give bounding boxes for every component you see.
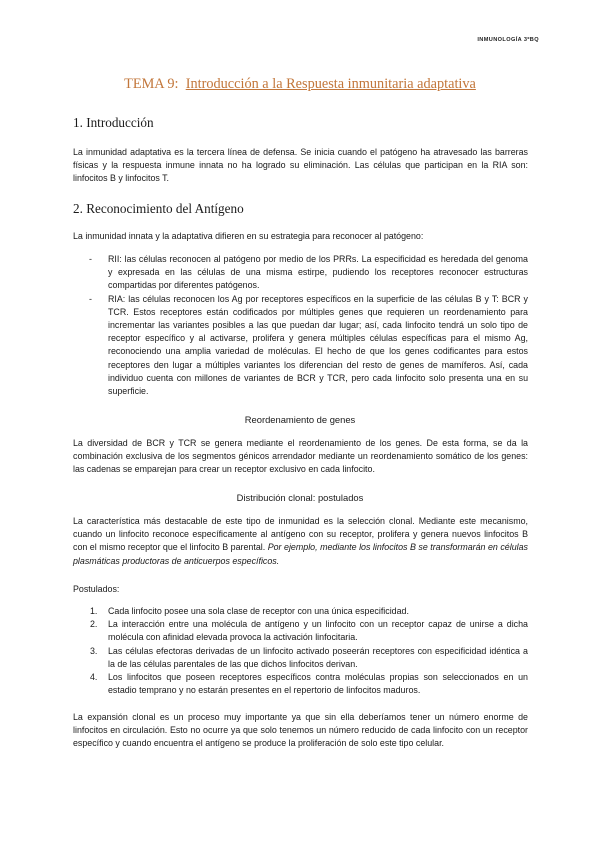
list-item <box>90 605 528 618</box>
list-item <box>89 253 528 293</box>
list-number: 1. <box>90 606 98 616</box>
antigen-bullet-list <box>89 253 528 398</box>
bullet-marker: - <box>89 293 92 304</box>
list-text: La interacción entre una molécula de antígeno y un linfocito con un receptor capaz de unirse a dicha molécula con afinidad elevada provoca la activación linfocitaria. <box>108 619 528 643</box>
list-number: 2. <box>90 619 98 630</box>
title-text: Introducción a la Respuesta inmunitaria adaptativa <box>185 76 476 92</box>
postulados-label: Postulados: <box>73 584 120 594</box>
list-text: Las células efectoras derivadas de un linfocito activado poseerán receptores con especificidad idéntica a la de las células parentales de las que dichos linfocitos derivan. <box>108 645 528 669</box>
list-item <box>90 645 528 671</box>
course-tag: INMUNOLOGÍA 3ºBQ <box>477 37 539 43</box>
section-heading-intro: 1. Introducción <box>73 115 154 130</box>
list-item <box>89 293 528 399</box>
section-heading-antigen: 2. Reconocimiento del Antígeno <box>73 201 244 216</box>
rearrangement-paragraph: La diversidad de BCR y TCR se genera mediante el reordenamiento de los genes. De esta forma, se da la combinación exclusiva de los segmentos génicos arrendador mediante un reordenamiento somático de los genes: las cadenas se emparejan para crear un receptor exclusivo en cada linfocito. <box>73 438 528 475</box>
bullet-text: RII: las células reconocen al patógeno por medio de los PRRs. La especificidad es heredada del genoma y expresada en las células de una misma estirpe, pudiendo los receptores reconocer estructuras compartidas por diferentes patógenos. <box>108 254 528 291</box>
postulados-list <box>90 605 528 697</box>
closing-paragraph: La expansión clonal es un proceso muy importante ya que sin ella deberíamos tener un número enorme de linfocitos en circulación. Esto no ocurre ya que solo tenemos un número reducido de cada linfocito con un receptor específico y cuando encuentra el antígeno se produce la proliferación de solo este tipo celular. <box>73 712 528 749</box>
subheading-rearrangement: Reordenamiento de genes <box>244 414 356 425</box>
bullet-text: RIA: las células reconocen los Ag por receptores específicos en la superficie de las células B y T: BCR y TCR. Estos receptores están codificados por múltiples genes que requieren un reordenamiento para incrementar las variantes posibles a las que puedan dar lugar; así, cada linfocito tendrá un solo tipo de receptor específico y al activarse, prolifera y genera múltiples células específicas para el mismo Ag, reconociendo una amplia variedad de moléculas. El hecho de que los genes codificantes para estos receptores den lugar a múltiples variantes los diferencian del resto de genes de mamíferos. Así, cada individuo cuenta con millones de variantes de BCR y TCR, pero cada linfocito solo presenta una en su superficie. <box>108 293 528 397</box>
page-title <box>0 76 600 93</box>
bullet-marker: - <box>89 254 92 264</box>
antigen-paragraph: La inmunidad innata y la adaptativa difieren en su estrategia para reconocer al patógeno: <box>73 231 424 241</box>
title-prefix: TEMA 9: <box>124 76 179 92</box>
clonal-paragraph <box>73 515 528 568</box>
intro-paragraph: La inmunidad adaptativa es la tercera línea de defensa. Se inicia cuando el patógeno ha atravesado las barreras físicas y la respuesta inmune innata no ha logrado su eliminación. Las células que participan en la RIA son: linfocitos B y linfocitos T. <box>73 147 528 184</box>
list-item <box>90 618 528 644</box>
subheading-clonal: Distribución clonal: postulados <box>236 492 364 503</box>
list-number: 3. <box>90 645 98 656</box>
clonal-paragraph-example: Por ejemplo, mediante los linfocitos B se transformarán en células plasmáticas productoras de anticuerpos específicos. <box>73 542 528 566</box>
list-number: 4. <box>90 672 98 683</box>
list-text: Cada linfocito posee una sola clase de receptor con una única especificidad. <box>108 606 409 616</box>
list-item <box>90 671 528 697</box>
clonal-paragraph-main: La característica más destacable de este tipo de inmunidad es la selección clonal. Mediante este mecanismo, cuando un linfocito reconoce específicamente al antígeno con su receptor, prolifera y genera nuevos linfocitos B con el mismo receptor que el linfocito B parental. <box>73 516 528 553</box>
list-text: Los linfocitos que poseen receptores específicos contra moléculas propias son seleccionados en un estadio temprano y no estarán presentes en el repertorio de linfocitos maduros. <box>108 672 528 696</box>
